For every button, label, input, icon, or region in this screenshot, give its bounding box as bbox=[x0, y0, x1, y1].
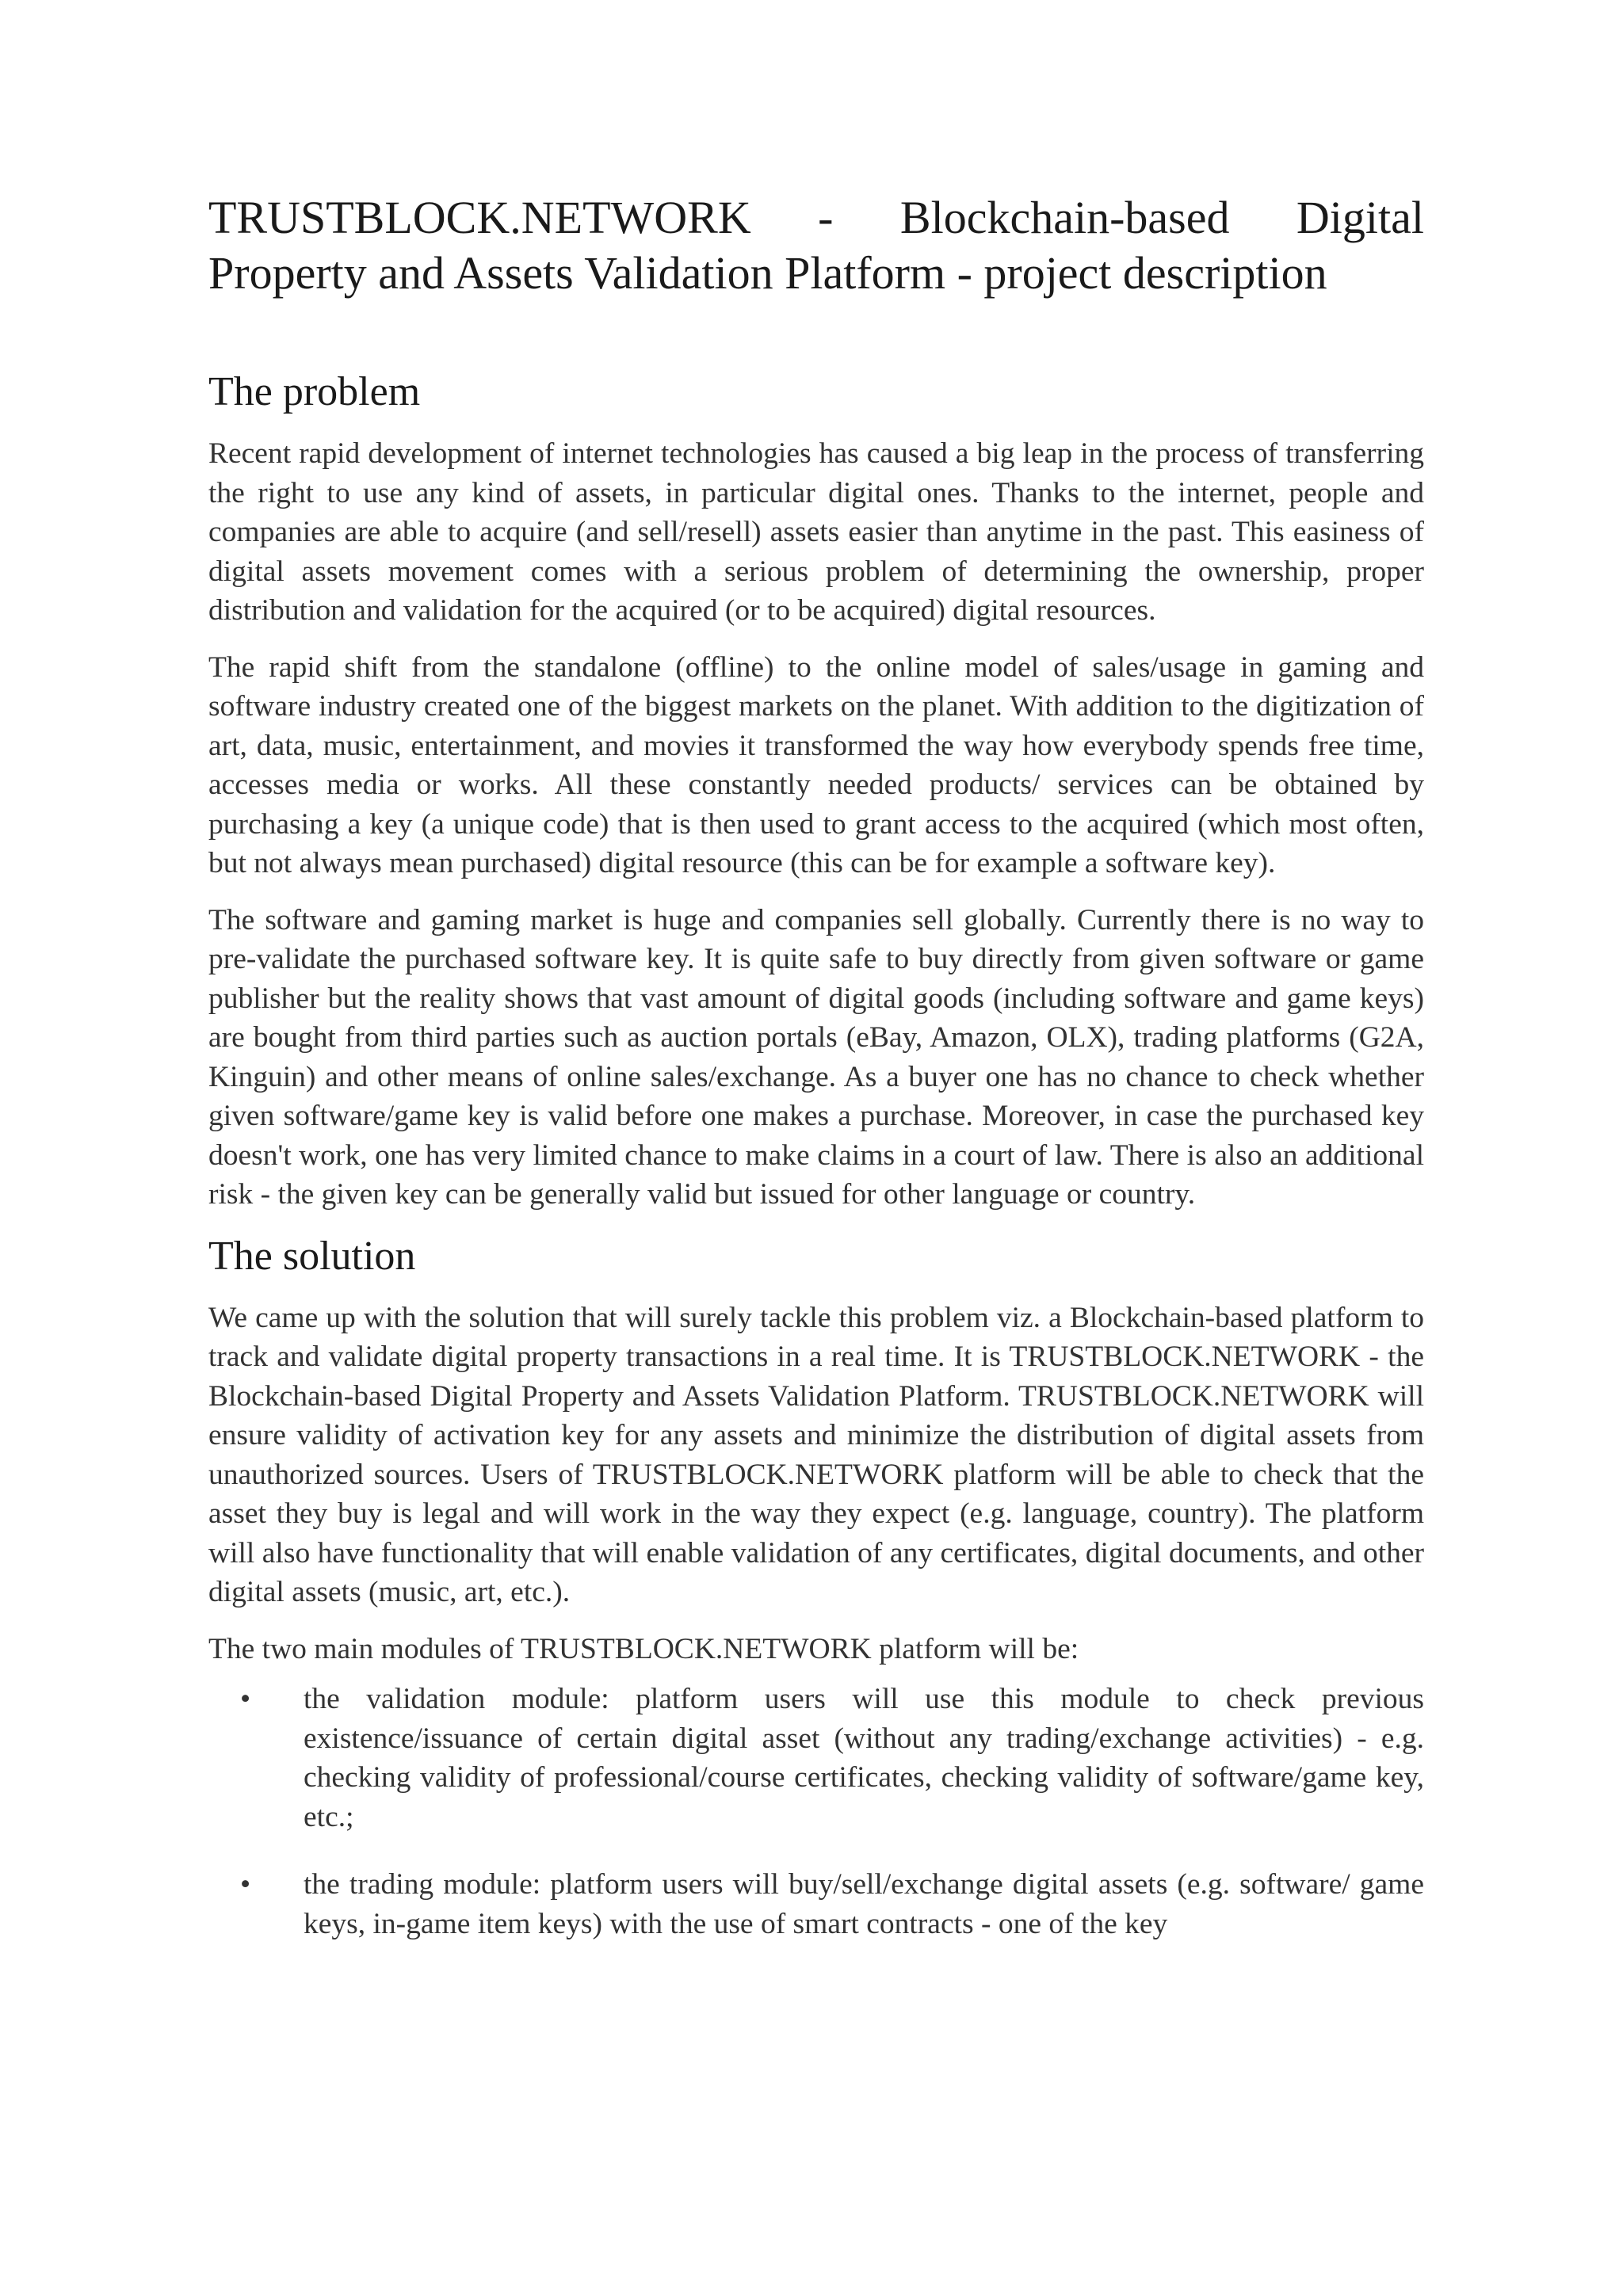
bullet-icon: • bbox=[240, 1868, 251, 1901]
list-item bbox=[208, 1865, 1424, 1943]
section-heading-solution: The solution bbox=[208, 1233, 416, 1279]
section-solution bbox=[208, 1232, 1424, 1944]
list-intro: The two main modules of TRUSTBLOCK.NETWORK platform will be: bbox=[208, 1632, 1079, 1665]
list-item bbox=[208, 1680, 1424, 1836]
paragraph: Recent rapid development of internet technologies has caused a big leap in the process of transferring the right to use any kind of assets, in particular digital ones. Thanks to the internet, people and companies are able to acquire (and sell/resell) assets easier than anytime in the past. This easiness of digital assets movement comes with a serious problem of determining the ownership, proper distribution and validation for the acquired (or to be acquired) digital resources. bbox=[208, 437, 1424, 627]
document-title: TRUSTBLOCK.NETWORK - Blockchain-based Digital Property and Assets Validation Platform - project description bbox=[208, 192, 1424, 299]
bullet-icon: • bbox=[240, 1683, 251, 1715]
paragraph: The software and gaming market is huge and companies sell globally. Currently there is no way to pre-validate the purchased software key. It is quite safe to buy directly from given software or game publisher but the reality shows that vast amount of digital goods (including software and game keys) are bought from third parties such as auction portals (eBay, Amazon, OLX), trading platforms (G2A, Kinguin) and other means of online sales/exchange. As a buyer one has no chance to check whether given software/game key is valid before one makes a purchase. Moreover, in case the purchased key doesn't work, one has very limited chance to make claims in a court of law. There is also an additional risk - the given key can be generally valid but issued for other language or country. bbox=[208, 903, 1424, 1211]
section-heading-problem: The problem bbox=[208, 369, 421, 414]
document-page bbox=[208, 190, 1424, 1972]
paragraph: The rapid shift from the standalone (offline) to the online model of sales/usage in gaming and software industry created one of the biggest markets on the planet. With addition to the digitization of art, data, music, entertainment, and movies it transformed the way how everybody spends free time, accesses media or works. All these constantly needed products/ services can be obtained by purchasing a key (a unique code) that is then used to grant access to the acquired (which most often, but not always mean purchased) digital resource (this can be for example a software key). bbox=[208, 650, 1424, 879]
section-problem bbox=[208, 368, 1424, 1215]
paragraph: We came up with the solution that will surely tackle this problem viz. a Blockchain-based platform to track and validate digital property transactions in a real time. It is TRUSTBLOCK.NETWORK - the Blockchain-based Digital Property and Assets Validation Platform. TRUSTBLOCK.NETWORK will ensure validity of activation key for any assets and minimize the distribution of digital assets from unauthorized sources. Users of TRUSTBLOCK.NETWORK platform will be able to check that the asset they buy is legal and will work in the way they expect (e.g. language, country). The platform will also have functionality that will enable validation of any certificates, digital documents, and other digital assets (music, art, etc.). bbox=[208, 1301, 1424, 1608]
modules-list bbox=[208, 1680, 1424, 1943]
list-item-text: the validation module: platform users will use this module to check previous existence/issuance of certain digital asset (without any trading/exchange activities) - e.g. checking validity of professional/course certificates, checking validity of software/game key, etc.; bbox=[304, 1683, 1424, 1833]
list-item-text: the trading module: platform users will buy/sell/exchange digital assets (e.g. software/ game keys, in-game item keys) with the use of smart contracts - one of the key bbox=[304, 1868, 1424, 1940]
